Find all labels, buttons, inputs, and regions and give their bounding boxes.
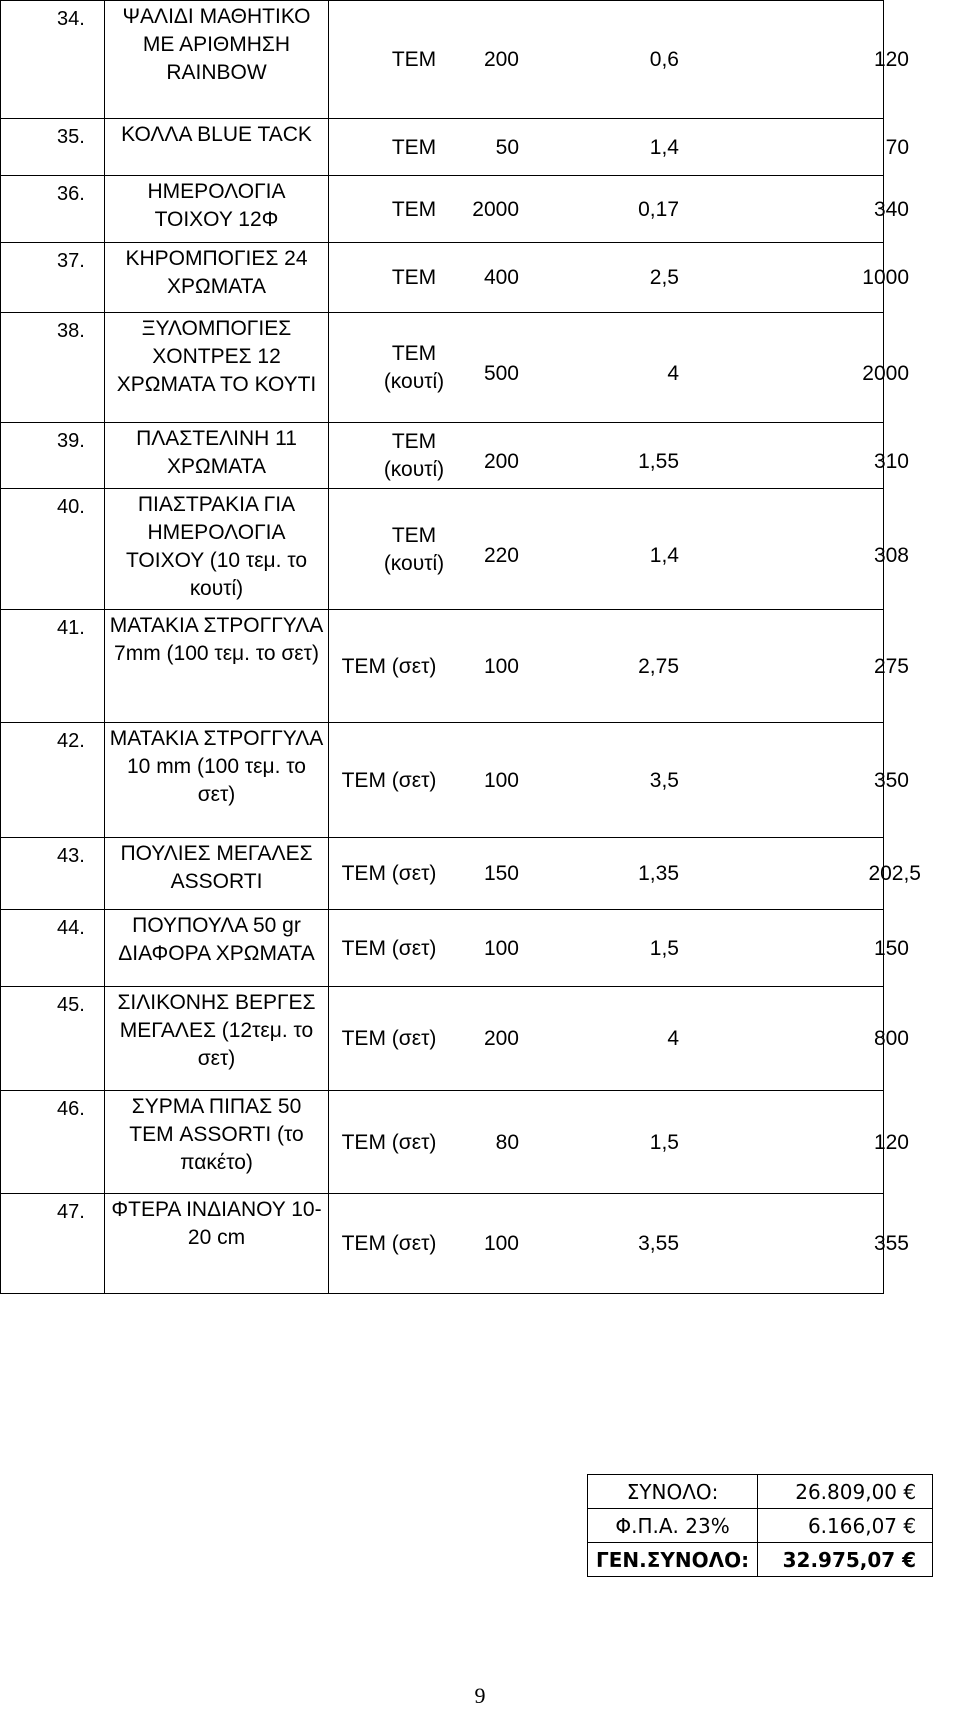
item-description: ΣΙΛΙΚΟΝΗΣ ΒΕΡΓΕΣ ΜΕΓΑΛΕΣ (12τεμ. το σετ) <box>117 991 316 1070</box>
item-values-cell <box>329 176 909 243</box>
item-description-cell <box>105 423 329 489</box>
item-description: ΨΑΛΙΔΙ ΜΑΘΗΤΙΚΟ ΜΕ ΑΡΙΘΜΗΣΗ RAINBOW <box>122 5 311 84</box>
item-description: ΦΤΕΡΑ ΙΝΔΙΑΝΟΥ 10-20 cm <box>111 1198 322 1249</box>
item-total: 308 <box>873 544 909 567</box>
item-number: 34. <box>57 8 85 30</box>
item-description: ΠΙΑΣΤΡΑΚΙΑ ΓΙΑ ΗΜΕΡΟΛΟΓΙΑ ΤΟΙΧΟΥ (10 τεμ. το κουτί) <box>125 493 308 600</box>
item-number: 37. <box>57 250 85 272</box>
item-unit: ΤΕΜ (σετ) <box>341 1232 437 1255</box>
item-total: 202,5 <box>868 862 921 885</box>
item-unit: ΤΕΜ (κουτί) <box>383 524 445 575</box>
item-total: 120 <box>873 1131 909 1154</box>
item-number-cell <box>1 243 105 313</box>
item-values-cell <box>329 1194 909 1294</box>
item-number-cell <box>1 1 105 119</box>
item-unit: ΤΕΜ (σετ) <box>341 769 437 792</box>
table-row <box>1 1091 884 1194</box>
item-total: 800 <box>873 1027 909 1050</box>
item-total: 150 <box>873 937 909 960</box>
item-quantity: 200 <box>483 450 519 473</box>
item-number-cell <box>1 176 105 243</box>
item-description-cell <box>105 723 329 838</box>
item-quantity: 100 <box>483 769 519 792</box>
table-row <box>1 838 884 910</box>
item-number: 47. <box>57 1201 85 1223</box>
item-values-cell <box>329 489 909 610</box>
vat-row <box>588 1509 933 1543</box>
item-number-cell <box>1 1194 105 1294</box>
item-unit: ΤΕΜ <box>391 48 437 71</box>
item-number: 46. <box>57 1098 85 1120</box>
item-unit: ΤΕΜ (κουτί) <box>383 430 445 481</box>
item-unit: ΤΕΜ (σετ) <box>341 1131 437 1154</box>
item-description: ΜΑΤΑΚΙΑ ΣΤΡΟΓΓΥΛΑ 7mm (100 τεμ. το σετ) <box>109 614 324 665</box>
item-description: ΠΛΑΣΤΕΛΙΝΗ 11 ΧΡΩΜΑΤΑ <box>136 427 297 478</box>
item-quantity: 150 <box>483 862 519 885</box>
item-unit-price: 1,4 <box>649 136 679 159</box>
item-values-cell <box>329 423 909 489</box>
item-number: 36. <box>57 183 85 205</box>
item-description-cell <box>105 176 329 243</box>
item-quantity: 500 <box>483 362 519 385</box>
item-unit: ΤΕΜ <box>391 198 437 221</box>
item-total: 275 <box>873 655 909 678</box>
item-number-cell <box>1 313 105 423</box>
table-row <box>1 723 884 838</box>
item-number: 44. <box>57 917 85 939</box>
grand-total-value: 32.975,07 € <box>758 1543 933 1577</box>
item-unit: ΤΕΜ (σετ) <box>341 1027 437 1050</box>
item-total: 2000 <box>862 362 909 385</box>
item-description-cell <box>105 1 329 119</box>
item-number-cell <box>1 1091 105 1194</box>
item-number-cell <box>1 723 105 838</box>
item-description-cell <box>105 838 329 910</box>
item-number-cell <box>1 119 105 176</box>
item-number: 38. <box>57 320 85 342</box>
table-row <box>1 119 884 176</box>
item-quantity: 100 <box>483 1232 519 1255</box>
item-unit: ΤΕΜ (σετ) <box>341 862 437 885</box>
item-number-cell <box>1 838 105 910</box>
item-number: 43. <box>57 845 85 867</box>
item-description-cell <box>105 1091 329 1194</box>
grand-total-label: ΓΕΝ.ΣΥΝΟΛΟ: <box>588 1543 758 1577</box>
table-row <box>1 423 884 489</box>
table-row <box>1 910 884 987</box>
item-values-cell <box>329 723 909 838</box>
item-values-cell <box>329 243 909 313</box>
item-values-cell <box>329 119 909 176</box>
item-number: 41. <box>57 617 85 639</box>
item-total: 310 <box>873 450 909 473</box>
item-description-cell <box>105 313 329 423</box>
item-description-cell <box>105 987 329 1091</box>
item-quantity: 100 <box>483 937 519 960</box>
item-unit-price: 0,17 <box>638 198 679 221</box>
item-description-cell <box>105 610 329 723</box>
item-number-cell <box>1 987 105 1091</box>
item-description: ΠΟΥΛΙΕΣ ΜΕΓΑΛΕΣ ASSORTI <box>120 842 313 893</box>
item-unit: ΤΕΜ (κουτί) <box>383 342 445 393</box>
item-quantity: 100 <box>483 655 519 678</box>
item-unit: ΤΕΜ (σετ) <box>341 937 437 960</box>
item-description: ΜΑΤΑΚΙΑ ΣΤΡΟΓΓΥΛΑ 10 mm (100 τεμ. το σετ) <box>109 727 324 806</box>
item-number: 45. <box>57 994 85 1016</box>
item-description: ΗΜΕΡΟΛΟΓΙΑ ΤΟΙΧΟΥ 12Φ <box>147 180 286 231</box>
item-quantity: 200 <box>483 48 519 71</box>
item-number: 35. <box>57 126 85 148</box>
item-unit-price: 2,5 <box>649 266 679 289</box>
grand-total-row <box>588 1543 933 1577</box>
table-row <box>1 176 884 243</box>
item-quantity: 200 <box>483 1027 519 1050</box>
item-description-cell <box>105 243 329 313</box>
item-unit-price: 1,5 <box>649 937 679 960</box>
item-total: 355 <box>873 1232 909 1255</box>
table-row <box>1 610 884 723</box>
item-total: 340 <box>873 198 909 221</box>
item-unit-price: 1,55 <box>638 450 679 473</box>
table-row <box>1 1 884 119</box>
subtotal-value: 26.809,00 € <box>758 1475 933 1509</box>
item-unit-price: 4 <box>667 362 679 385</box>
item-quantity: 80 <box>495 1131 519 1154</box>
item-description: ΠΟΥΠΟΥΛΑ 50 gr ΔΙΑΦΟΡΑ ΧΡΩΜΑΤΑ <box>118 914 315 965</box>
item-description-cell <box>105 1194 329 1294</box>
item-values-cell <box>329 1091 909 1194</box>
item-unit-price: 0,6 <box>649 48 679 71</box>
item-total: 350 <box>873 769 909 792</box>
item-total: 120 <box>873 48 909 71</box>
item-unit-price: 1,4 <box>649 544 679 567</box>
item-values-cell <box>329 987 909 1091</box>
subtotal-row <box>588 1475 933 1509</box>
item-values-cell <box>329 1 909 119</box>
item-unit-price: 1,5 <box>649 1131 679 1154</box>
item-description-cell <box>105 910 329 987</box>
item-values-cell <box>329 313 909 423</box>
item-number-cell <box>1 423 105 489</box>
item-unit-price: 2,75 <box>638 655 679 678</box>
item-unit-price: 3,55 <box>638 1232 679 1255</box>
item-quantity: 220 <box>483 544 519 567</box>
item-quantity: 400 <box>483 266 519 289</box>
item-unit: ΤΕΜ (σετ) <box>341 655 437 678</box>
item-unit-price: 4 <box>667 1027 679 1050</box>
item-description: ΚΟΛΛΑ BLUE TACK <box>121 123 312 146</box>
item-unit-price: 1,35 <box>638 862 679 885</box>
item-number: 39. <box>57 430 85 452</box>
item-number-cell <box>1 489 105 610</box>
item-values-cell <box>329 910 909 987</box>
item-quantity: 2000 <box>472 198 519 221</box>
item-total: 1000 <box>862 266 909 289</box>
item-description-cell <box>105 119 329 176</box>
table-row <box>1 987 884 1091</box>
item-number-cell <box>1 910 105 987</box>
item-unit: ΤΕΜ <box>391 136 437 159</box>
totals-table <box>587 1474 933 1577</box>
subtotal-label: ΣΥΝΟΛΟ: <box>588 1475 758 1509</box>
vat-value: 6.166,07 € <box>758 1509 933 1543</box>
item-number: 42. <box>57 730 85 752</box>
vat-label: Φ.Π.Α. 23% <box>588 1509 758 1543</box>
item-description: ΣΥΡΜΑ ΠΙΠΑΣ 50 ΤΕΜ ASSORTI (το πακέτο) <box>129 1095 304 1174</box>
item-description: ΞΥΛΟΜΠΟΓΙΕΣ ΧΟΝΤΡΕΣ 12 ΧΡΩΜΑΤΑ ΤΟ ΚΟΥΤΙ <box>116 317 317 396</box>
item-unit-price: 3,5 <box>649 769 679 792</box>
item-unit: ΤΕΜ <box>391 266 437 289</box>
table-row <box>1 489 884 610</box>
item-description: ΚΗΡΟΜΠΟΓΙΕΣ 24 ΧΡΩΜΑΤΑ <box>125 247 308 298</box>
item-total: 70 <box>885 136 909 159</box>
item-values-cell <box>329 838 921 910</box>
page-number: 9 <box>474 1683 486 1708</box>
item-number-cell <box>1 610 105 723</box>
item-values-cell <box>329 610 909 723</box>
table-row <box>1 243 884 313</box>
table-row <box>1 1194 884 1294</box>
table-row <box>1 313 884 423</box>
item-number: 40. <box>57 496 85 518</box>
item-quantity: 50 <box>495 136 519 159</box>
item-description-cell <box>105 489 329 610</box>
